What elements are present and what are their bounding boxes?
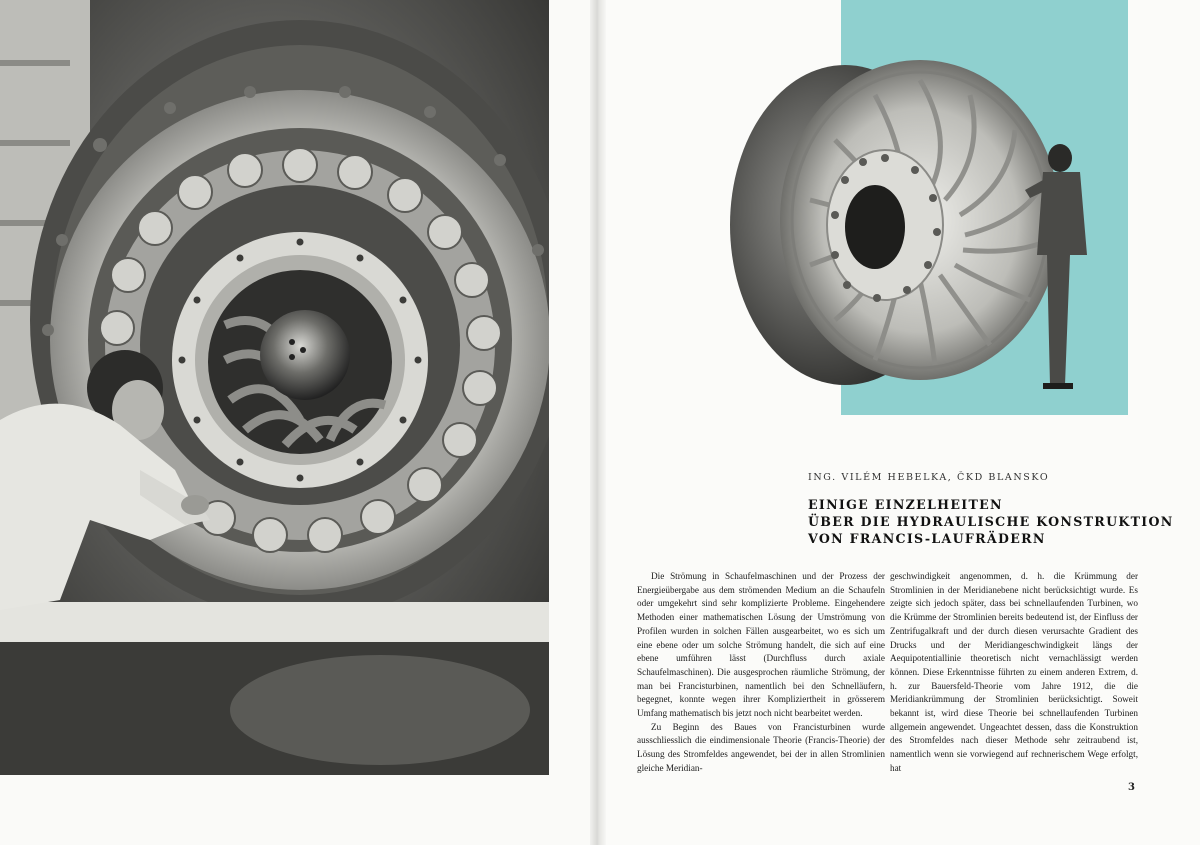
page-gutter: [590, 0, 606, 845]
francis-runner-photo: [725, 40, 1095, 400]
column2-paragraph-1: geschwindigkeit angenommen, d. h. die Krümmung der Stromlinien in der Meridianebene nicht berücksichtigt wurde. Es zeigte sich jedoch später, dass bei schnellaufenden Turbinen, wo die Krümme der Stromlinien bereits bedeutend ist, der Einfluss der Zentrifugalkraft und der durch diesen verursachte Gradient des Drucks und der Meridiangeschwindigkeit längs der Aequipotentiallinie theoretisch nicht vernachlässigt werden können. Diese Erkenntnisse führten zu einem anderen Extrem, d. h. zur Bauersfeld-Theorie vom Jahre 1912, die die Meridiankrümmung der Stromlinien berücksichtigt. Soweit bekannt ist, wird diese Theorie bei schnellaufenden Turbinen allgemein angewendet. Ungeachtet dessen, dass die Konstruktion des Stromfeldes nach dieser Methode sehr zeitraubend ist, namentlich wenn sie vorwiegend auf rechnerischem Wege erfolgt, hat: [890, 571, 1138, 773]
page-number: 3: [1128, 782, 1135, 793]
title-line-2: ÜBER DIE HYDRAULISCHE KONSTRUKTION: [808, 514, 1174, 529]
text-column-1: [637, 570, 885, 776]
title-line-1: EINIGE EINZELHEITEN: [808, 497, 1003, 512]
article-title: [808, 496, 1174, 547]
turbine-assembly-photo: [0, 0, 549, 775]
column1-paragraph-1: Die Strömung in Schaufelmaschinen und der Prozess der Energieübergabe aus dem strömenden Medium an die Schaufeln oder umgekehrt sind sehr komplizierte Probleme. Eingehendere Methoden einer mathematischen Lösung der Umströmung von Profilen wurden in solchen Fällen ausgearbeitet, wo es sich um eine ebene oder um solche Strömung handelt, die sich auf eine ebene umführen lässt (Durchfluss durch axiale Schaufelmaschinen). Die ausgesprochen räumliche Strömung, der man bei Francisturbinen, namentlich bei den Schnelläufern, begegnet, konnte wegen ihrer Kompliziertheit in grösserem Umfang mathematisch bis jetzt noch nicht bearbeitet werden.: [637, 571, 885, 719]
title-line-3: VON FRANCIS-LAUFRÄDERN: [808, 531, 1046, 546]
text-column-2: [890, 570, 1138, 776]
article-byline: ING. VILÉM HEBELKA, ČKD BLANSKO: [808, 472, 1050, 483]
column1-paragraph-2: Zu Beginn des Baues von Francisturbinen wurde ausschliesslich die eindimensionale Theorie (Francis-Theorie) der Lösung des Stromfeldes angewendet, bei der in allen Stromlinien gleiche Meridian-: [637, 721, 885, 773]
